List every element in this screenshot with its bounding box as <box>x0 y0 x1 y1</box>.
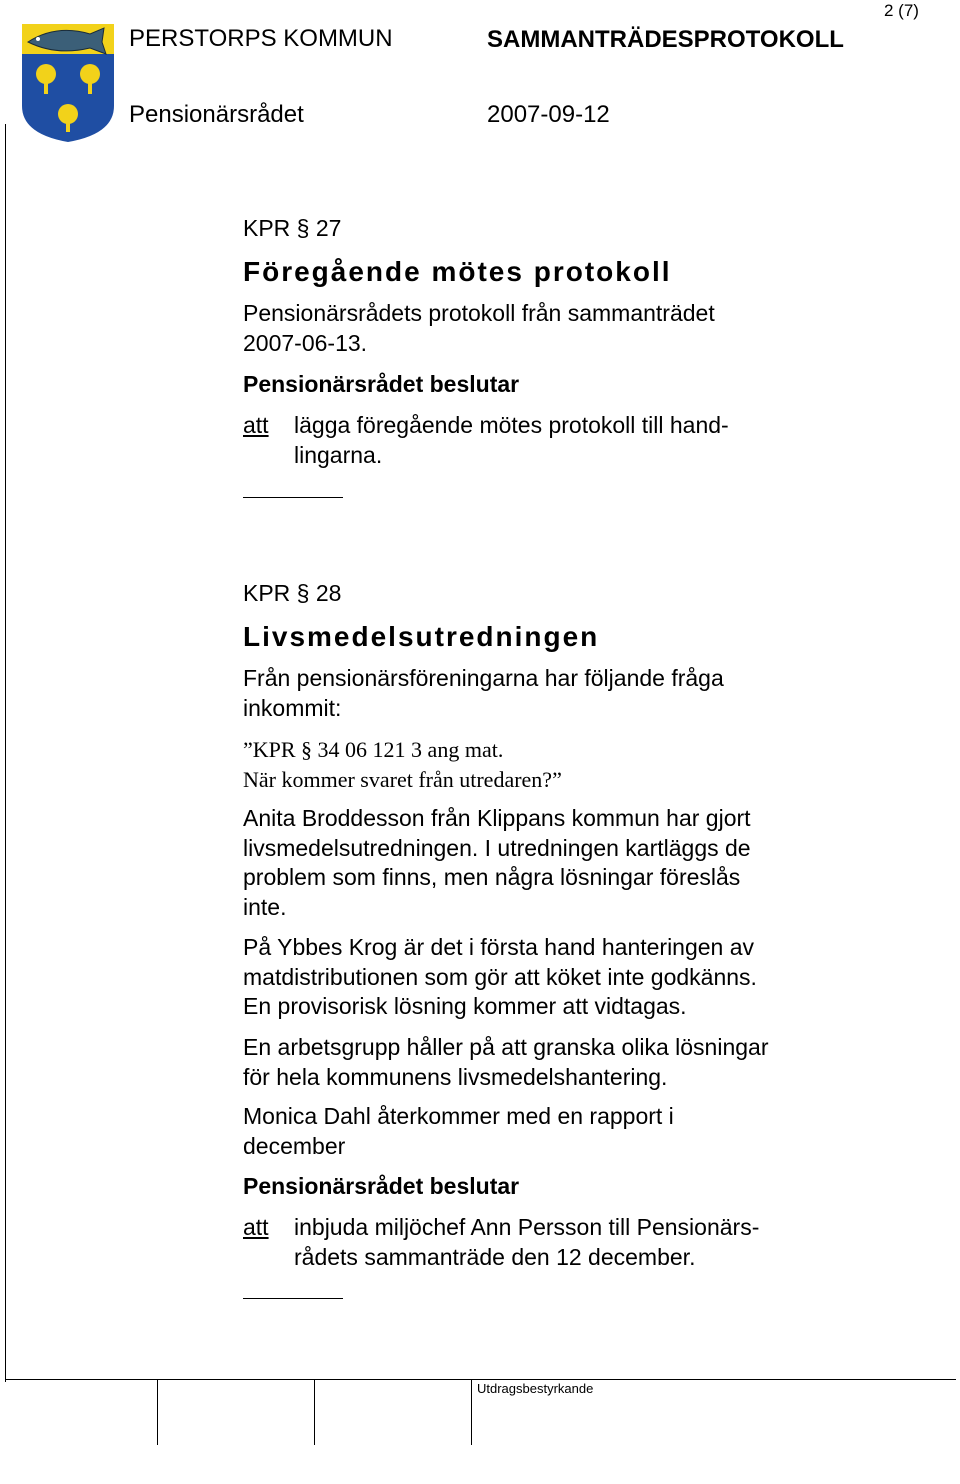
council-name: Pensionärsrådet <box>129 101 304 128</box>
text-line: Pensionärsrådets protokoll från sammanträdet <box>243 300 715 326</box>
text-line: inbjuda miljöchef Ann Persson till Pensionärs- <box>294 1214 760 1240</box>
text-line: Monica Dahl återkommer med en rapport i <box>243 1103 674 1129</box>
document-type: SAMMANTRÄDESPROTOKOLL <box>487 26 844 53</box>
footer-box-divider <box>314 1379 315 1445</box>
section-28-number: KPR § 28 <box>243 580 342 606</box>
section-27-att: att <box>243 412 269 438</box>
text-line: inte. <box>243 893 287 920</box>
coat-of-arms-logo <box>16 18 120 144</box>
section-28-paragraph-2 <box>243 933 757 1022</box>
municipality-name: PERSTORPS KOMMUN <box>129 25 393 52</box>
text-line: Anita Broddesson från Klippans kommun har gjort <box>243 805 751 831</box>
section-28-quote <box>243 735 562 795</box>
section-divider <box>243 1298 343 1299</box>
section-28-decision-text <box>294 1213 759 1272</box>
meeting-date: 2007-09-12 <box>487 101 610 128</box>
text-line: En provisorisk lösning kommer att vidtagas. <box>243 993 687 1019</box>
text-line: lingarna. <box>294 441 383 468</box>
footer-certification-label: Utdragsbestyrkande <box>477 1381 594 1396</box>
page-number: 2 (7) <box>884 1 919 20</box>
text-line: rådets sammanträde den 12 december. <box>294 1243 696 1270</box>
footer-box-divider <box>471 1379 472 1445</box>
text-line: matdistributionen som gör att köket inte godkänns. <box>243 963 757 990</box>
text-line: ”KPR § 34 06 121 3 ang mat. <box>243 737 504 762</box>
text-line: december <box>243 1132 346 1159</box>
section-27-title: Föregående mötes protokoll <box>243 256 672 287</box>
section-27-text <box>243 299 715 358</box>
section-28-paragraph-4 <box>243 1102 674 1161</box>
text-line: 2007-06-13. <box>243 329 368 356</box>
section-28-decision-heading: Pensionärsrådet beslutar <box>243 1173 520 1199</box>
text-line: Från pensionärsföreningarna har följande fråga <box>243 665 724 691</box>
section-27-decision-text <box>294 411 729 470</box>
footer-box-divider <box>157 1379 158 1445</box>
text-line: En arbetsgrupp håller på att granska olika lösningar <box>243 1034 769 1060</box>
text-line: inkommit: <box>243 694 342 721</box>
text-line: problem som finns, men några lösningar föreslås <box>243 864 741 890</box>
section-27-decision-heading: Pensionärsrådet beslutar <box>243 371 520 397</box>
section-28-intro <box>243 664 724 723</box>
section-28-title: Livsmedelsutredningen <box>243 621 600 652</box>
left-margin-line <box>5 124 6 1382</box>
text-line: livsmedelsutredningen. I utredningen kartläggs de <box>243 834 751 861</box>
text-line: När kommer svaret från utredaren?” <box>243 767 562 792</box>
section-28-att: att <box>243 1214 269 1240</box>
section-28-paragraph-1 <box>243 804 751 922</box>
text-line: för hela kommunens livsmedelshantering. <box>243 1063 668 1090</box>
section-divider <box>243 497 343 498</box>
section-28-paragraph-3 <box>243 1033 769 1092</box>
footer-top-line <box>5 1379 956 1380</box>
text-line: På Ybbes Krog är det i första hand hanteringen av <box>243 934 755 960</box>
text-line: lägga föregående mötes protokoll till hand- <box>294 412 729 438</box>
section-27-number: KPR § 27 <box>243 215 342 241</box>
